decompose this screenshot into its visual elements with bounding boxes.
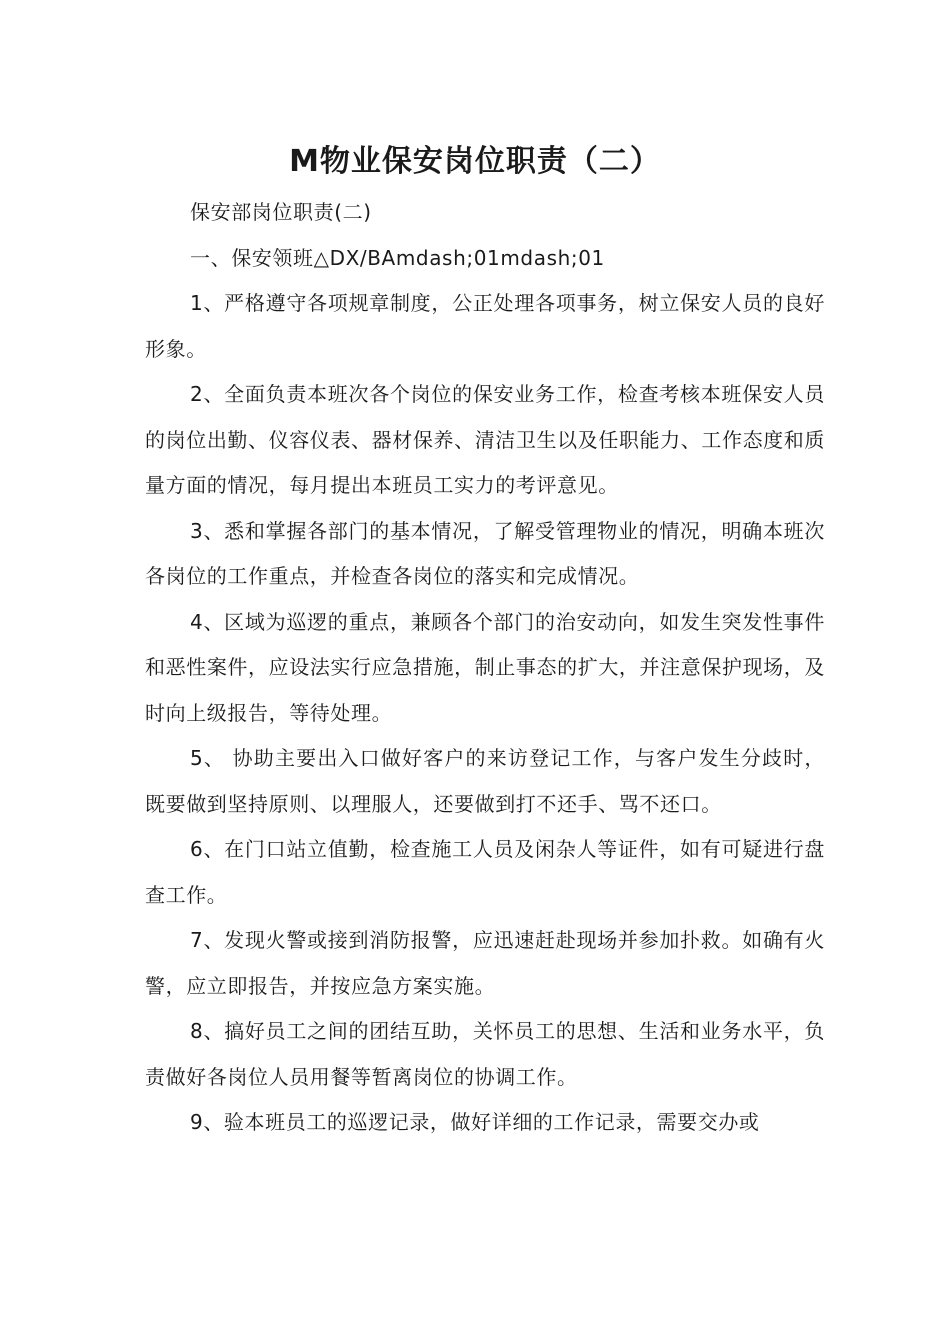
duty-item-6: 6、在门口站立值勤，检查施工人员及闲杂人等证件，如有可疑进行盘查工作。 (145, 837, 825, 907)
duty-item-2: 2、全面负责本班次各个岗位的保安业务工作，检查考核本班保安人员的岗位出勤、仪容仪表、器材保养、清洁卫生以及任职能力、工作态度和质量方面的情况，每月提出本班员工实力的考评意见。 (145, 382, 825, 497)
document-title: M物业保安岗位职责（二） (289, 144, 661, 180)
duty-item-1: 1、严格遵守各项规章制度，公正处理各项事务，树立保安人员的良好形象。 (145, 291, 825, 361)
duty-item-8: 8、搞好员工之间的团结互助，关怀员工的思想、生活和业务水平，负责做好各岗位人员用餐等暂离岗位的协调工作。 (145, 1019, 825, 1089)
subsection-heading: 一、保安领班△DX/BAmdash;01mdash;01 (190, 245, 605, 270)
duty-item-4: 4、区域为巡逻的重点，兼顾各个部门的治安动向，如发生突发性事件和恶性案件，应设法实行应急措施，制止事态的扩大，并注意保护现场，及时向上级报告，等待处理。 (145, 609, 825, 725)
duty-item-3: 3、悉和掌握各部门的基本情况，了解受管理物业的情况，明确本班次各岗位的工作重点，并检查各岗位的落实和完成情况。 (145, 518, 825, 588)
duty-item-7: 7、发现火警或接到消防报警，应迅速赶赴现场并参加扑救。如确有火警，应立即报告，并按应急方案实施。 (145, 928, 825, 998)
document-body (145, 190, 825, 1146)
section-heading: 保安部岗位职责(二) (190, 200, 372, 224)
duty-item-5: 5、 协助主要出入口做好客户的来访登记工作，与客户发生分歧时，既要做到坚持原则、以理服人，还要做到打不还手、骂不还口。 (145, 746, 825, 816)
duty-item-9: 9、验本班员工的巡逻记录，做好详细的工作记录，需要交办或 (190, 1110, 760, 1134)
